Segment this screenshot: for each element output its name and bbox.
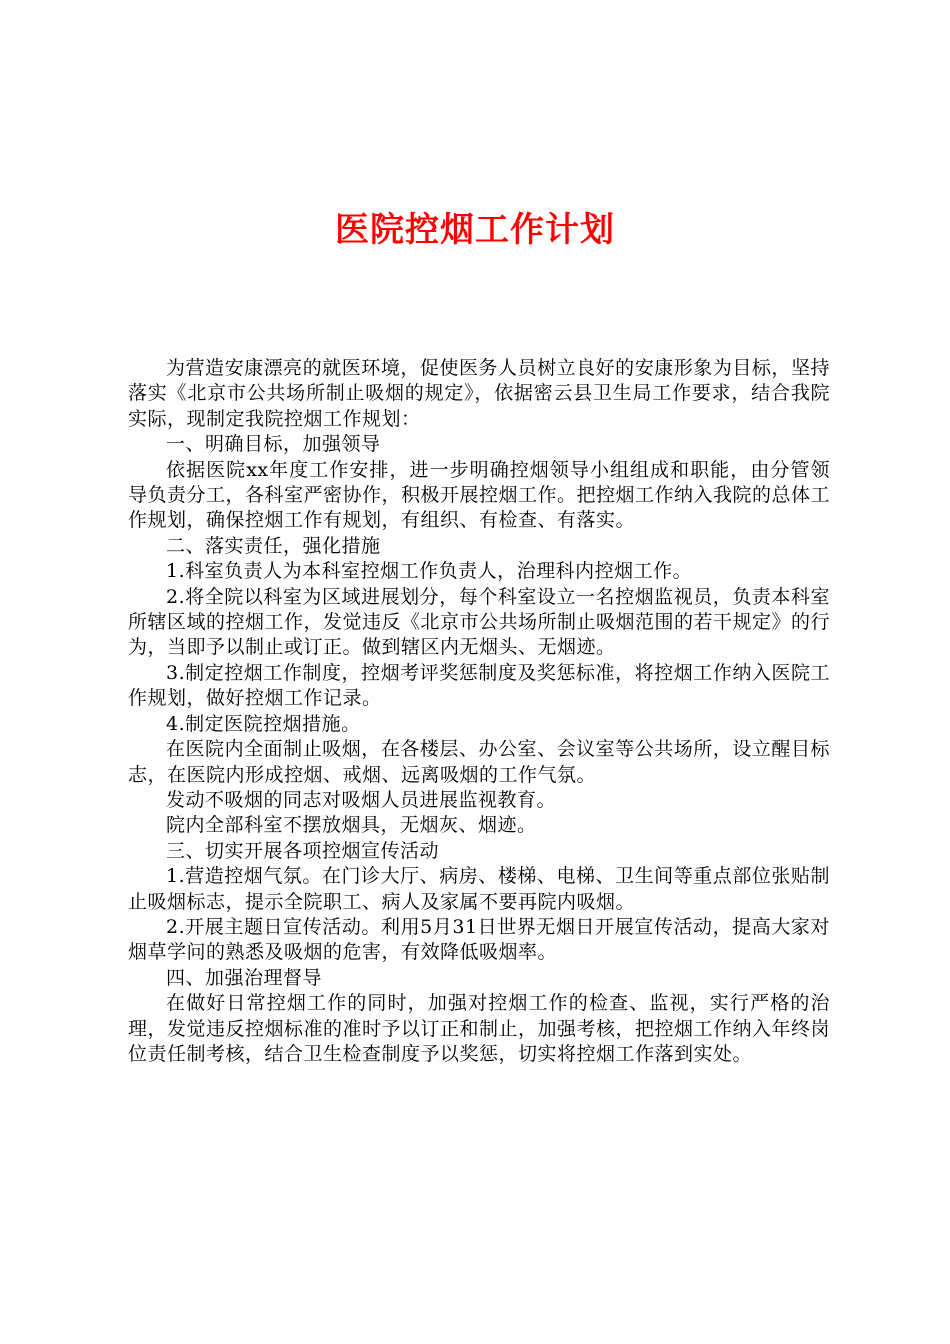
intro-paragraph: 为营造安康漂亮的就医环境，促使医务人员树立良好的安康形象为目标，坚持落实《北京市公共场所制止吸烟的规定》，依据密云县卫生局工作要求，结合我院实际，现制定我院控烟工作规划： — [128, 357, 830, 430]
paragraph: 院内全部科室不摆放烟具，无烟灰、烟迹。 — [166, 814, 537, 837]
paragraph: 2.开展主题日宣传活动。利用5月31日世界无烟日开展宣传活动，提高大家对烟草学问的熟悉及吸烟的危害，有效降低吸烟率。 — [128, 915, 830, 964]
paragraph: 3.制定控烟工作制度，控烟考评奖惩制度及奖惩标准，将控烟工作纳入医院工作规划，做好控烟工作记录。 — [128, 661, 830, 710]
paragraph: 2.将全院以科室为区域进展划分，每个科室设立一名控烟监视员，负责本科室所辖区域的控烟工作，发觉违反《北京市公共场所制止吸烟范围的若干规定》的行为，当即予以制止或订正。做到辖区内无烟头、无烟迹。 — [128, 585, 831, 659]
document-title: 医院控烟工作计划 — [335, 210, 615, 250]
section-heading-2: 二、落实责任，强化措施 — [166, 534, 381, 557]
paragraph: 发动不吸烟的同志对吸烟人员进展监视教育。 — [166, 788, 557, 811]
paragraph: 在医院内全面制止吸烟，在各楼层、办公室、会议室等公共场所，设立醒目标志，在医院内形成控烟、戒烟、远离吸烟的工作气氛。 — [128, 738, 830, 786]
paragraph: 依据医院xx年度工作安排，进一步明确控烟领导小组组成和职能，由分管领导负责分工，各科室严密协作，积极开展控烟工作。把控烟工作纳入我院的总体工作规划，确保控烟工作有规划，有组织、有检查、有落实。 — [128, 458, 831, 532]
paragraph: 4.制定医院控烟措施。 — [166, 712, 361, 735]
section-heading-3: 三、切实开展各项控烟宣传活动 — [166, 839, 440, 862]
paragraph: 1.科室负责人为本科室控烟工作负责人，治理科内控烟工作。 — [166, 560, 693, 583]
paragraph: 1.营造控烟气氛。在门诊大厅、病房、楼梯、电梯、卫生间等重点部位张贴制止吸烟标志，提示全院职工、病人及家属不要再院内吸烟。 — [128, 865, 830, 913]
paragraph: 在做好日常控烟工作的同时，加强对控烟工作的检查、监视，实行严格的治理，发觉违反控烟标准的准时予以订正和制止，加强考核，把控烟工作纳入年终岗位责任制考核，结合卫生检查制度予以奖惩，切实将控烟工作落到实处。 — [128, 992, 831, 1065]
section-heading-4: 四、加强治理督导 — [166, 966, 323, 989]
section-heading-1: 一、明确目标，加强领导 — [166, 433, 381, 456]
document-body — [128, 356, 830, 1067]
